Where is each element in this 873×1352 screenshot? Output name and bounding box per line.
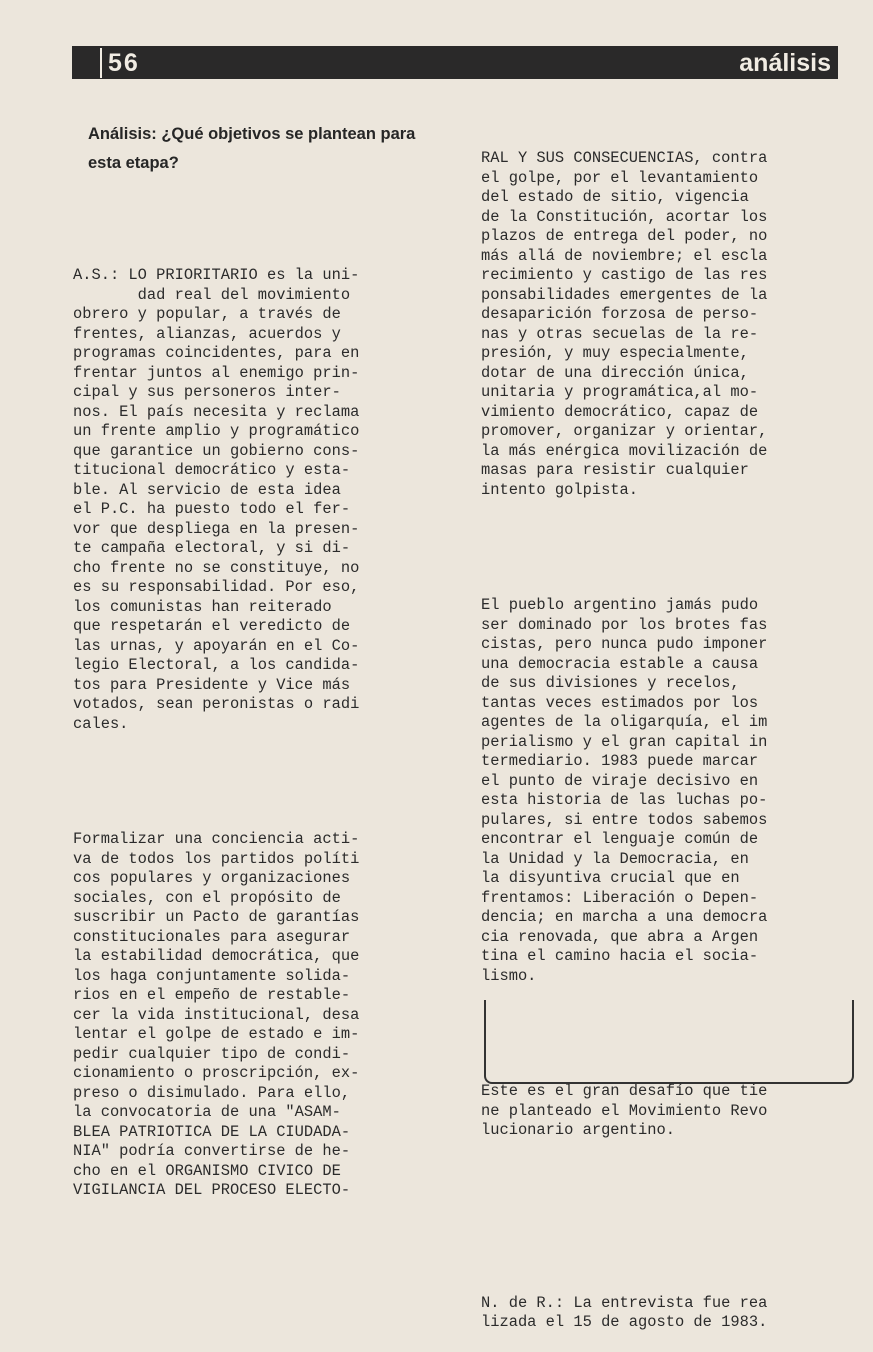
text-line: ponsabilidades emergentes de la <box>481 285 768 304</box>
text-line: ser dominado por los brotes fas <box>481 615 768 634</box>
text-line: la Unidad y la Democracia, en <box>481 849 749 868</box>
text-line: intento golpista. <box>481 480 639 499</box>
text-line: constitucionales para asegurar <box>73 927 351 946</box>
left-paragraph-2 <box>73 830 359 1201</box>
text-line: tantas veces estimados por los <box>481 693 759 712</box>
right-paragraph-3 <box>481 1082 767 1141</box>
page-number: 56 <box>100 48 140 78</box>
text-line: Este es el gran desafío que tie <box>481 1082 768 1100</box>
text-line: de sus divisiones y recelos, <box>481 674 740 692</box>
text-line: frentar juntos al enemigo prin- <box>73 363 360 382</box>
text-line: lucionario argentino. <box>481 1121 675 1139</box>
text-line: nos. El país necesita y reclama <box>73 402 360 421</box>
text-line: plazos de entrega del poder, no <box>481 227 768 245</box>
text-line: N. de R.: La entrevista fue rea <box>481 1293 768 1312</box>
text-line: cho en el ORGANISMO CIVICO DE <box>73 1161 341 1180</box>
text-line: presión, y muy especialmente, <box>481 344 749 362</box>
text-line: te campaña electoral, y si di- <box>73 539 351 557</box>
editor-note-box <box>484 1000 854 1084</box>
text-line: recimiento y castigo de las res <box>481 266 768 284</box>
interview-question: Análisis: ¿Qué objetivos se plantean para esta etapa? <box>88 125 416 172</box>
text-line: la convocatoria de una "ASAM- <box>73 1103 341 1121</box>
text-line: lentar el golpe de estado e im- <box>73 1025 360 1043</box>
text-line: tina el camino hacia el socia- <box>481 947 759 965</box>
text-line: esta historia de las luchas po- <box>481 791 768 809</box>
text-line: los haga conjuntamente solida- <box>73 966 351 985</box>
text-line: sociales, con el propósito de <box>73 888 341 907</box>
text-line: lismo. <box>481 966 537 985</box>
right-paragraph-2 <box>481 596 767 986</box>
right-paragraph-1 <box>481 149 767 500</box>
text-line: ne planteado el Movimiento Revo <box>481 1101 768 1120</box>
text-line: frentamos: Liberación o Depen- <box>481 888 759 907</box>
text-line: programas coincidentes, para en <box>73 344 360 362</box>
text-line: los comunistas han reiterado <box>73 597 332 616</box>
text-line: la disyuntiva crucial que en <box>481 869 740 887</box>
text-line: votados, sean peronistas o radi <box>73 695 360 713</box>
left-column <box>73 227 359 1220</box>
text-line: encontrar el lenguaje común de <box>481 830 759 848</box>
right-column <box>481 110 767 1352</box>
text-line: lizada el 15 de agosto de 1983. <box>481 1313 768 1331</box>
text-line: ble. Al servicio de esta idea <box>73 480 341 499</box>
text-line: preso o disimulado. Para ello, <box>73 1083 351 1102</box>
text-line: las urnas, y apoyarán en el Co- <box>73 636 360 655</box>
text-line: El pueblo argentino jamás pudo <box>481 596 759 614</box>
text-line: la más enérgica movilización de <box>481 441 768 460</box>
text-line: dotar de una dirección única, <box>481 363 749 382</box>
text-line: un frente amplio y programático <box>73 422 360 440</box>
text-line: NIA" podría convertirse de he- <box>73 1142 351 1160</box>
text-line: cho frente no se constituye, no <box>73 558 360 577</box>
text-line: VIGILANCIA DEL PROCESO ELECTO- <box>73 1181 351 1199</box>
text-line: tos para Presidente y Vice más <box>73 675 351 694</box>
text-line: unitaria y programática,al mo- <box>481 383 759 401</box>
text-line: perialismo y el gran capital in <box>481 732 768 751</box>
header-bar <box>72 46 838 79</box>
text-line: de la Constitución, acortar los <box>481 207 768 226</box>
text-line: nas y otras secuelas de la re- <box>481 324 759 343</box>
text-line: cia renovada, que abra a Argen <box>481 927 759 946</box>
text-line: cionamiento o proscripción, ex- <box>73 1064 360 1082</box>
text-line: agentes de la oligarquía, el im <box>481 713 768 731</box>
text-line: una democracia estable a causa <box>481 654 759 673</box>
text-line: va de todos los partidos políti <box>73 849 360 868</box>
text-line: que garantice un gobierno cons- <box>73 441 360 460</box>
text-line: A.S.: LO PRIORITARIO es la uni- <box>73 266 360 284</box>
text-line: dencia; en marcha a una democra <box>481 908 768 926</box>
text-line: cer la vida institucional, desa <box>73 1005 360 1024</box>
text-line: pulares, si entre todos sabemos <box>481 810 768 829</box>
text-line: rios en el empeño de restable- <box>73 986 351 1004</box>
text-line: vimiento democrático, capaz de <box>481 402 759 421</box>
text-line: vor que despliega en la presen- <box>73 519 360 538</box>
text-line: la estabilidad democrática, que <box>73 947 360 965</box>
text-line: del estado de sitio, vigencia <box>481 188 749 206</box>
text-line: BLEA PATRIOTICA DE LA CIUDADA- <box>73 1122 351 1141</box>
text-line: obrero y popular, a través de <box>73 305 341 323</box>
text-line: termediario. 1983 puede marcar <box>481 752 759 770</box>
text-line: legio Electoral, a los candida- <box>73 656 360 674</box>
text-line: promover, organizar y orientar, <box>481 422 768 440</box>
text-line: dad real del movimiento <box>73 285 351 304</box>
text-line: el punto de viraje decisivo en <box>481 771 759 790</box>
section-label: análisis <box>739 49 831 77</box>
text-line: cos populares y organizaciones <box>73 869 351 887</box>
text-line: pedir cualquier tipo de condi- <box>73 1044 351 1063</box>
text-line: masas para resistir cualquier <box>481 461 749 479</box>
text-line: suscribir un Pacto de garantías <box>73 908 360 926</box>
text-line: el golpe, por el levantamiento <box>481 168 759 187</box>
text-line: que respetarán el veredicto de <box>73 617 351 635</box>
text-line: el P.C. ha puesto todo el fer- <box>73 500 351 518</box>
text-line: desaparición forzosa de perso- <box>481 305 759 323</box>
text-line: más allá de noviembre; el escla <box>481 246 768 265</box>
text-line: cipal y sus personeros inter- <box>73 383 341 401</box>
text-line: es su responsabilidad. Por eso, <box>73 578 360 596</box>
editor-note <box>481 1294 767 1333</box>
text-line: cistas, pero nunca pudo imponer <box>481 635 768 653</box>
text-line: titucional democrático y esta- <box>73 461 351 479</box>
text-line: cales. <box>73 714 129 733</box>
text-line: frentes, alianzas, acuerdos y <box>73 324 341 343</box>
text-line: Formalizar una conciencia acti- <box>73 830 360 848</box>
left-paragraph-1 <box>73 266 359 734</box>
text-line: RAL Y SUS CONSECUENCIAS, contra <box>481 149 768 167</box>
